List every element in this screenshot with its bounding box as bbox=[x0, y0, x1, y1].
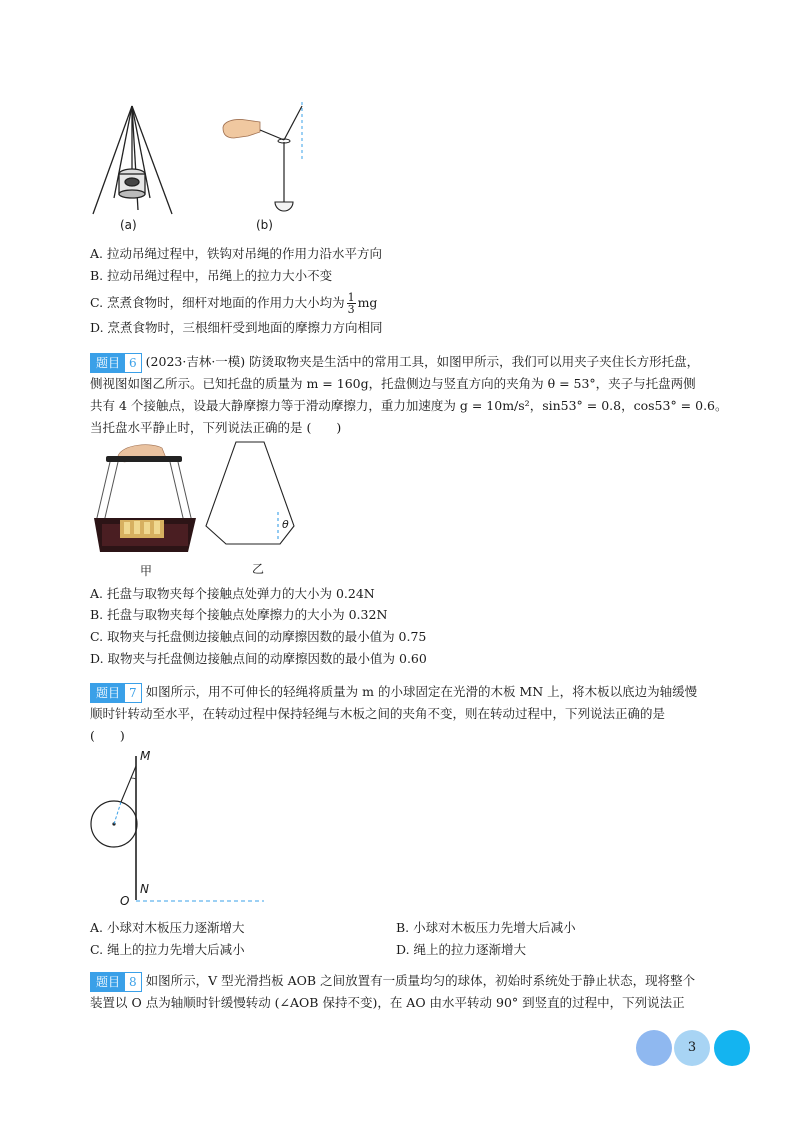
page-number: 3 bbox=[687, 1040, 697, 1055]
question-tag: 题目 7 bbox=[90, 683, 142, 703]
badge-circle-light bbox=[636, 1030, 672, 1066]
figure-q5 bbox=[88, 98, 328, 238]
side-view-diagram bbox=[206, 442, 294, 544]
question-tag: 题目 8 bbox=[90, 972, 142, 992]
q5-option-b: B. 拉动吊绳过程中，吊绳上的拉力大小不变 bbox=[90, 268, 333, 283]
hand-hook-diagram bbox=[223, 102, 302, 211]
caption-b: (b) bbox=[256, 218, 273, 232]
q7-line3: ( ) bbox=[90, 728, 125, 743]
q8-line1: 如图所示，V 型光滑挡板 AOB 之间放置有一质量均匀的球体，初始时系统处于静止状态，现将整个 bbox=[145, 973, 696, 988]
q6-line1: (2023·吉林·一模) 防烫取物夹是生活中的常用工具，如图甲所示，我们可以用夹子夹住长方形托盘， bbox=[145, 354, 700, 369]
q7-line1: 如图所示，用不可伸长的轻绳将质量为 m 的小球固定在光滑的木板 MN 上，将木板以底边为轴缓慢 bbox=[145, 684, 698, 699]
q6-option-b: B. 托盘与取物夹每个接触点处摩擦力的大小为 0.32N bbox=[90, 607, 388, 622]
figure-q6 bbox=[88, 440, 308, 560]
q6-option-a: A. 托盘与取物夹每个接触点处弹力的大小为 0.24N bbox=[90, 586, 375, 601]
figure-q7 bbox=[84, 748, 284, 908]
unit: mg bbox=[357, 295, 378, 310]
q5-option-c-text: C. 烹煮食物时，细杆对地面的作用力大小均为 bbox=[90, 295, 345, 310]
label-O: O bbox=[120, 894, 130, 908]
q5-option-d: D. 烹煮食物时，三根细杆受到地面的摩擦力方向相同 bbox=[90, 320, 383, 335]
q6-line2: 侧视图如图乙所示。已知托盘的质量为 m = 160g，托盘侧边与竖直方向的夹角为 θ = 53°，夹子与托盘两侧 bbox=[90, 376, 696, 391]
caption-yi: 乙 bbox=[252, 562, 265, 576]
q7-line2: 顺时针转动至水平，在转动过程中保持轻绳与木板之间的夹角不变，则在转动过程中，下列说法正确的是 bbox=[90, 706, 666, 721]
label-M: M bbox=[140, 749, 151, 763]
question-tag: 题目 6 bbox=[90, 353, 142, 373]
q8-line2: 装置以 O 点为轴顺时针缓慢转动 (∠AOB 保持不变)，在 AO 由水平转动 90° 到竖直的过程中，下列说法正 bbox=[90, 995, 685, 1010]
q6-line3: 共有 4 个接触点，设最大静摩擦力等于滑动摩擦力，重力加速度为 g = 10m/s²，sin53° = 0.8，cos53° = 0.6。 bbox=[90, 398, 728, 413]
label-N: N bbox=[140, 882, 149, 896]
question-8 bbox=[90, 970, 730, 1014]
question-7 bbox=[90, 681, 730, 747]
question-6 bbox=[90, 351, 730, 439]
q6-line4: 当托盘水平静止时，下列说法正确的是 ( ) bbox=[90, 420, 342, 435]
q6-option-d: D. 取物夹与托盘侧边接触点间的动摩擦因数的最小值为 0.60 bbox=[90, 651, 427, 666]
theta-label: θ bbox=[282, 518, 289, 531]
caption-jia: 甲 bbox=[140, 564, 153, 578]
tripod-diagram bbox=[93, 106, 172, 214]
fraction: $\frac{1}{3}$ bbox=[347, 291, 355, 316]
q7-option-a: A. 小球对木板压力逐渐增大 bbox=[90, 920, 245, 935]
q7-option-b: B. 小球对木板压力先增大后减小 bbox=[396, 920, 576, 935]
q5-option-a: A. 拉动吊绳过程中，铁钩对吊绳的作用力沿水平方向 bbox=[90, 246, 382, 261]
tray-photo bbox=[94, 445, 196, 552]
q7-option-d: D. 绳上的拉力逐渐增大 bbox=[396, 942, 527, 957]
caption-a: (a) bbox=[120, 218, 137, 232]
q6-option-c: C. 取物夹与托盘侧边接触点间的动摩擦因数的最小值为 0.75 bbox=[90, 629, 427, 644]
badge-circle-dark bbox=[714, 1030, 750, 1066]
page-badge bbox=[636, 1028, 752, 1068]
q5-option-c bbox=[90, 290, 377, 316]
q7-option-c: C. 绳上的拉力先增大后减小 bbox=[90, 942, 245, 957]
